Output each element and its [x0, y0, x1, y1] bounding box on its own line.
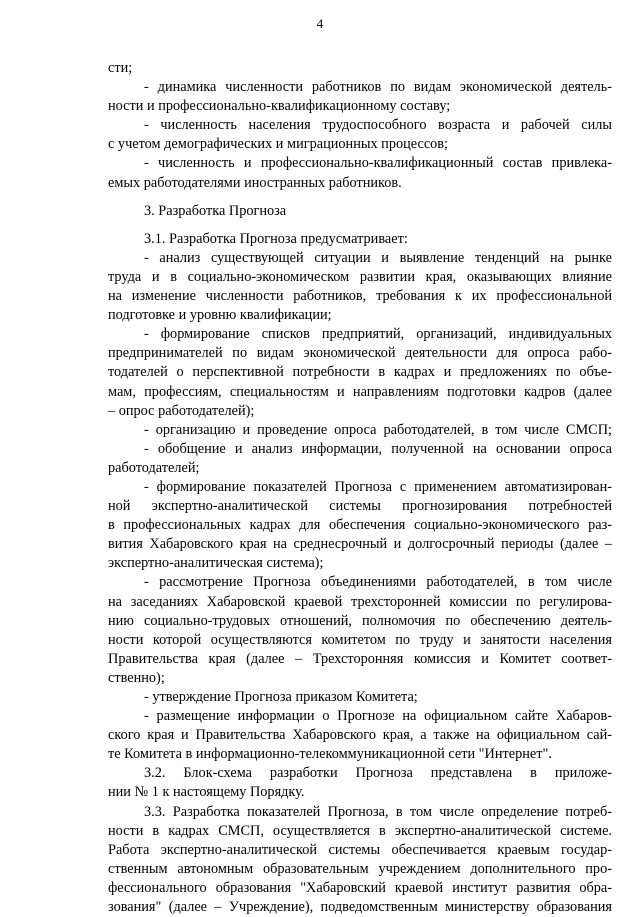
paragraph [108, 249, 612, 325]
text-line: - численность и профессионально-квалификационный состав привлека- [144, 155, 612, 172]
text-line: Правительства края (далее – Трехсторонняя комиссия и Комитет соответ- [108, 650, 612, 667]
paragraph [108, 230, 612, 249]
paragraph [108, 440, 612, 478]
text-line: ной экспертно-аналитической системы прогнозирования потребностей [108, 498, 612, 515]
text-line: - утверждение Прогноза приказом Комитета; [144, 689, 418, 705]
text-line: экспертно-аналитическая система); [108, 555, 324, 572]
document-body [108, 59, 612, 917]
paragraph [108, 573, 612, 688]
text-line: Работа экспертно-аналитической системы обеспечивается краевым государ- [108, 841, 612, 858]
text-line: - численность населения трудоспособного возраста и рабочей силы [144, 117, 612, 134]
paragraph [108, 116, 612, 154]
paragraph [108, 421, 612, 440]
text-line: емых работодателями иностранных работников. [108, 174, 402, 191]
text-line: - формирование показателей Прогноза с применением автоматизирован- [144, 478, 612, 495]
text-line: подготовке и уровню квалификации; [108, 307, 332, 324]
text-line: - анализ существующей ситуации и выявление тенденций на рынке [144, 249, 612, 266]
text-line: 3.2. Блок-схема разработки Прогноза представлена в приложе- [144, 765, 612, 782]
text-line: – опрос работодателей); [108, 402, 255, 419]
paragraph [108, 154, 612, 192]
text-line: нию социально-трудовых отношений, полномочия по обеспечению деятель- [108, 612, 612, 629]
paragraph [108, 325, 612, 420]
paragraph-gap [108, 193, 612, 202]
text-line: в профессиональных кадрах для обеспечения социально-экономического раз- [108, 517, 612, 534]
text-line: те Комитета в информационно-телекоммуникационной сети "Интернет". [108, 746, 552, 763]
text-line: ности в кадрах СМСП, осуществляется в экспертно-аналитической системе. [108, 822, 612, 839]
text-line: фессионального образования "Хабаровский краевой институт развития обра- [108, 879, 612, 896]
paragraph-gap [108, 221, 612, 230]
paragraph [108, 803, 612, 917]
text-line: труда и в социально-экономическом развитии края, оказывающих влияние [108, 268, 612, 285]
paragraph [108, 707, 612, 764]
text-line: нии № 1 к настоящему Порядку. [108, 784, 305, 801]
paragraph [108, 688, 612, 707]
text-line: - организацию и проведение опроса работодателей, в том числе СМСП; [144, 421, 612, 438]
text-line: 3.1. Разработка Прогноза предусматривает: [144, 230, 408, 247]
paragraph [108, 764, 612, 802]
text-line: - рассмотрение Прогноза объединениями работодателей, в том числе [144, 574, 612, 591]
text-line: 3.3. Разработка показателей Прогноза, в том числе определение потреб- [144, 803, 612, 820]
page-number: 4 [316, 16, 324, 31]
text-line: на изменение численности работников, требования к их профессиональной [108, 288, 612, 305]
text-line: - размещение информации о Прогнозе на официальном сайте Хабаров- [144, 708, 612, 725]
text-line: ности которой осуществляются комитетом по труду и занятости населения [108, 631, 612, 648]
text-line: работодателей; [108, 459, 200, 476]
text-line: - обобщение и анализ информации, полученной на основании опроса [144, 440, 612, 457]
paragraph [108, 78, 612, 116]
text-line: ственным автономным образовательным учреждением дополнительного про- [108, 860, 612, 877]
paragraph [108, 59, 612, 78]
text-line: - формирование списков предприятий, организаций, индивидуальных [144, 326, 612, 343]
text-line: ственно); [108, 669, 165, 686]
text-line: предпринимателей по видам экономической деятельности для опроса рабо- [108, 345, 612, 362]
text-line: вития Хабаровского края на среднесрочный и долгосрочный периоды (далее – [108, 536, 612, 553]
text-line: с учетом демографических и миграционных процессов; [108, 136, 449, 153]
text-line: ности и профессионально-квалификационному составу; [108, 98, 451, 115]
text-line: - динамика численности работников по видам экономической деятель- [144, 79, 612, 96]
text-line: тодателей о перспективной потребности в кадрах и предложениях по объе- [108, 364, 612, 381]
text-line: ского края и Правительства Хабаровского края, а также на официальном сай- [108, 727, 612, 744]
text-line: мам, профессиям, специальностям и направлениям подготовки кадров (далее [108, 383, 612, 400]
paragraph [108, 202, 612, 221]
paragraph [108, 478, 612, 573]
text-line: на заседаниях Хабаровской краевой трехсторонней комиссии по регулирова- [108, 593, 612, 610]
text-line: сти; [108, 60, 133, 76]
text-line: зования" (далее – Учреждение), подведомственным министерству образования [108, 899, 612, 916]
text-line: 3. Разработка Прогноза [144, 202, 287, 219]
